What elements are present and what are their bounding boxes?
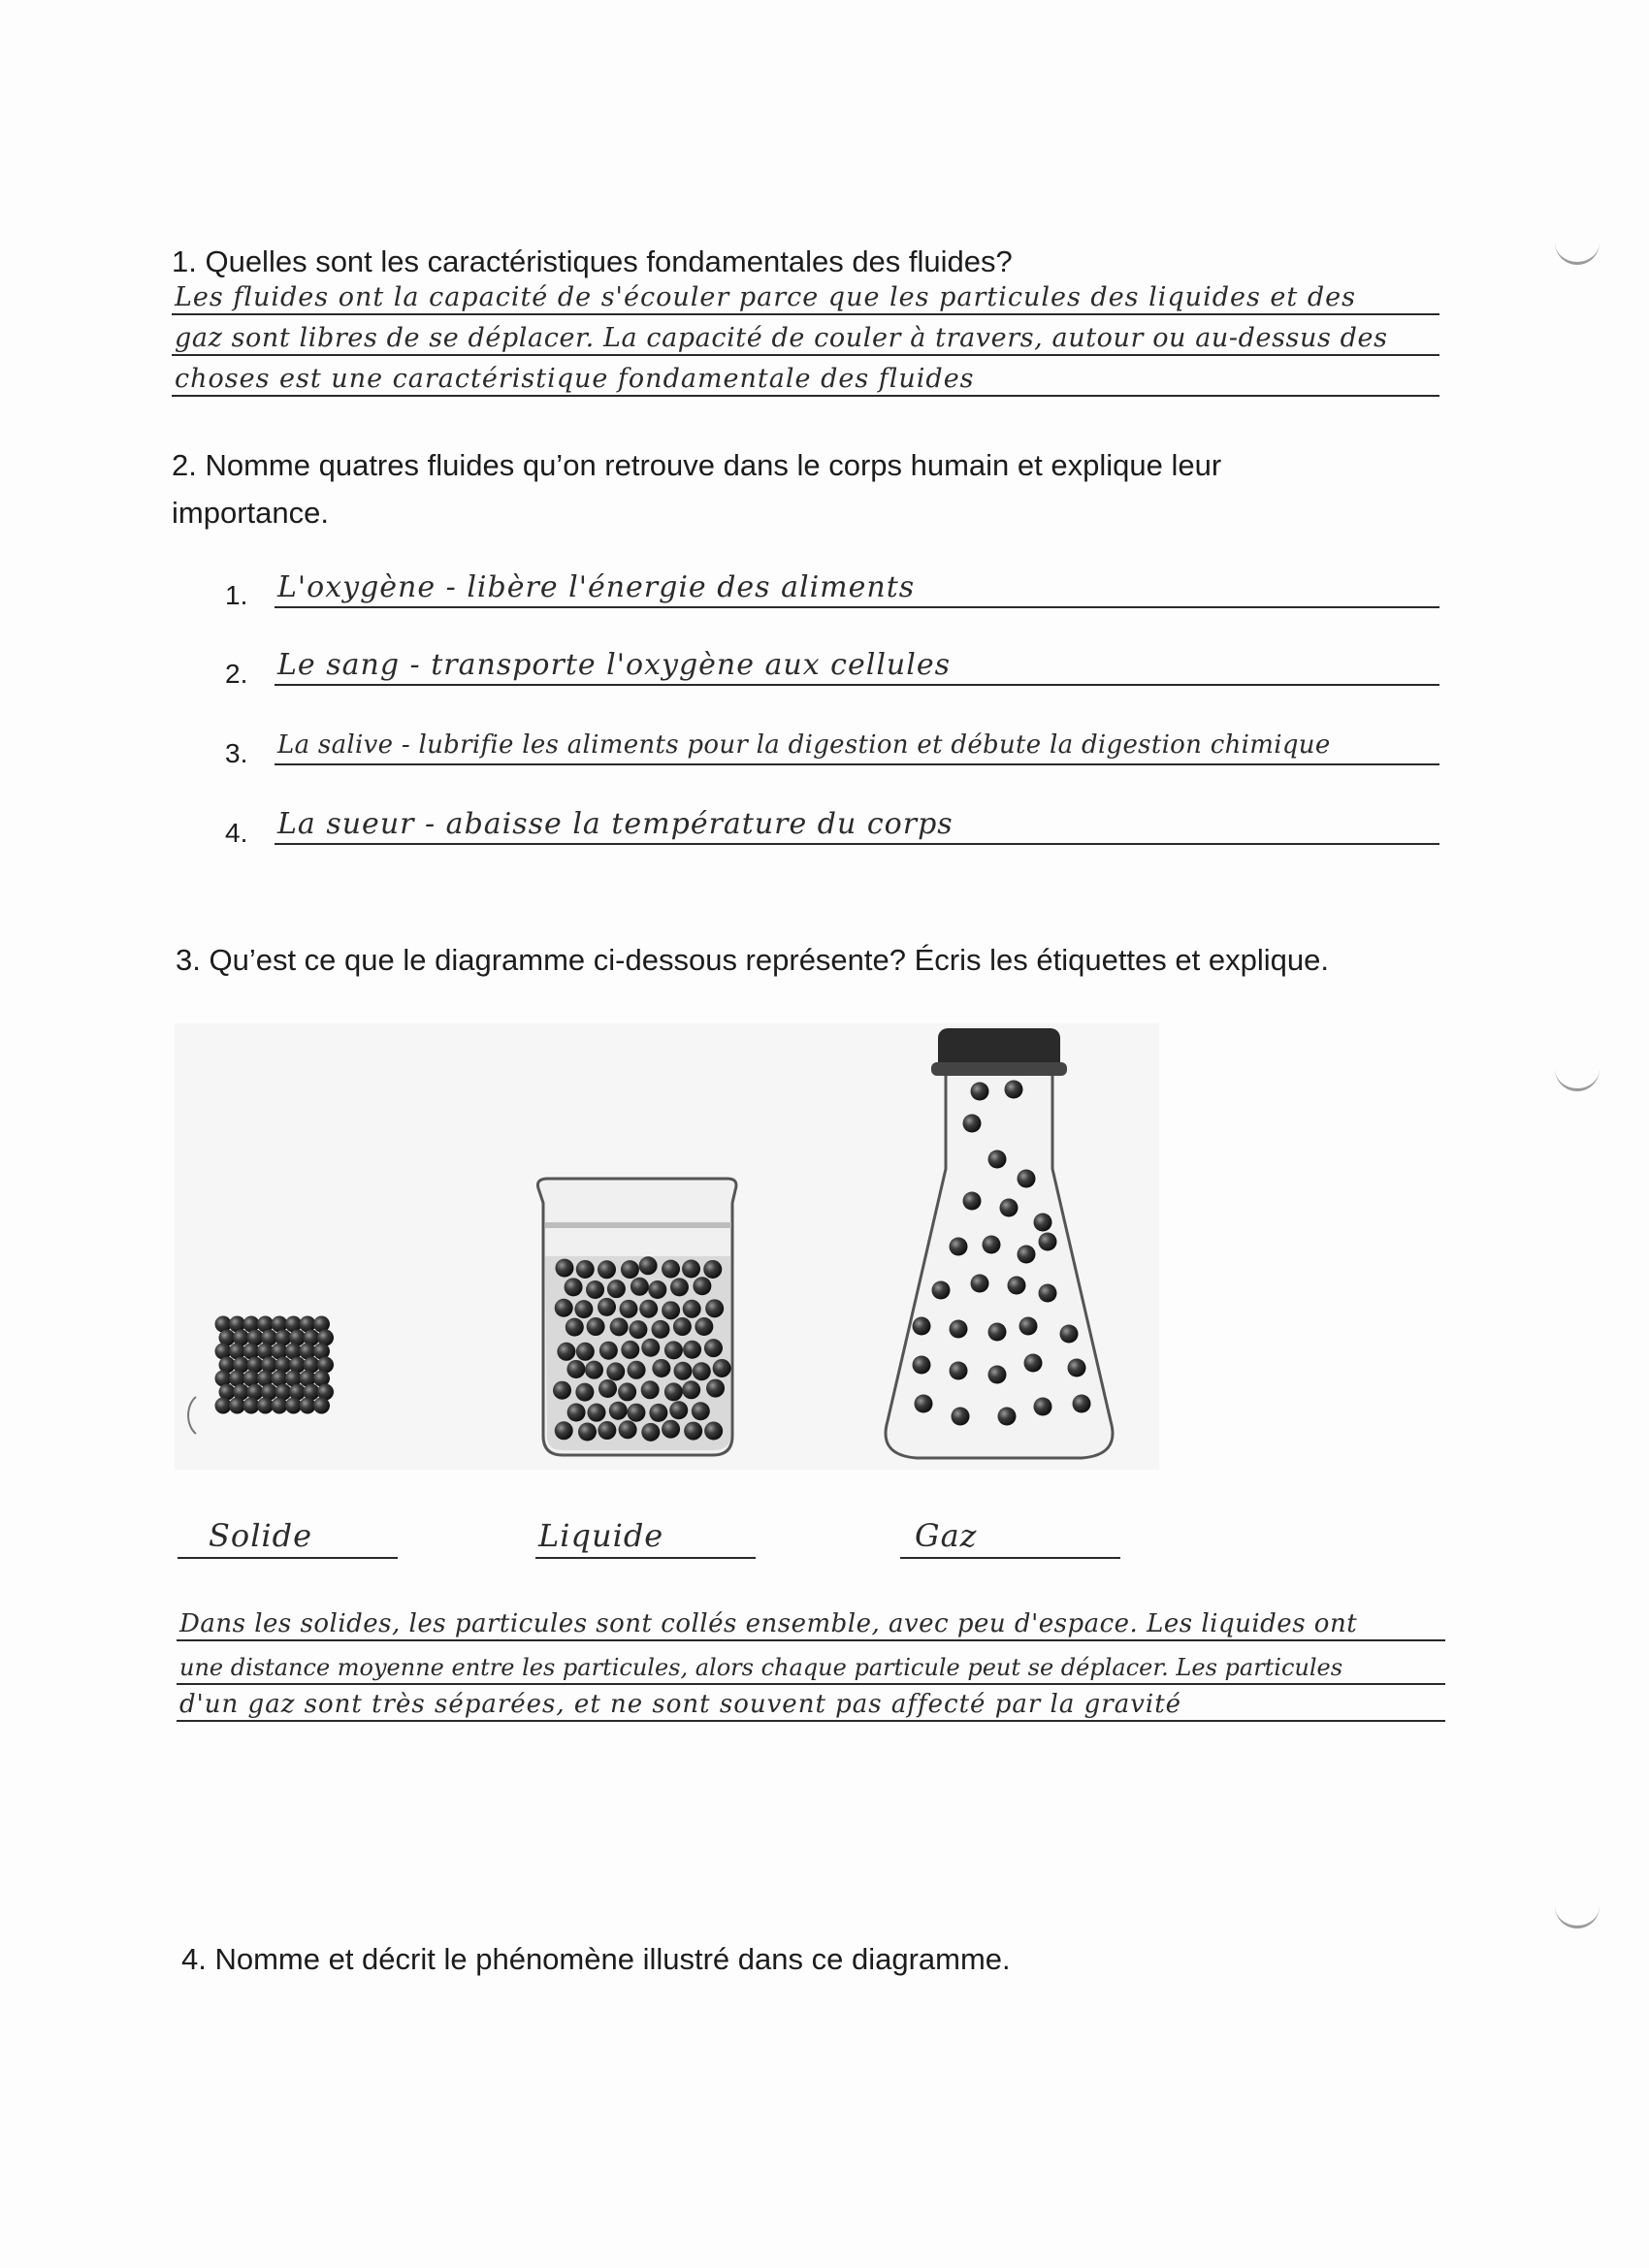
particle <box>587 1404 605 1422</box>
states-of-matter-illustration <box>175 1023 1159 1470</box>
particle <box>565 1278 583 1296</box>
particle <box>243 1398 260 1414</box>
particle <box>1034 1214 1052 1232</box>
particle <box>950 1320 968 1339</box>
particle <box>599 1342 618 1360</box>
particle <box>1039 1233 1057 1251</box>
particle <box>673 1362 692 1380</box>
particle <box>1000 1199 1018 1217</box>
particle <box>606 1362 625 1380</box>
q2-answer-text-1: L'oxygène - libère l'énergie des aliments <box>277 570 916 604</box>
particle <box>586 1280 604 1299</box>
particle <box>272 1398 288 1414</box>
particle <box>585 1361 603 1379</box>
particle <box>621 1341 639 1359</box>
particle <box>932 1281 951 1300</box>
particle <box>683 1341 701 1359</box>
particle <box>566 1318 584 1337</box>
particle <box>693 1362 711 1380</box>
particle <box>971 1083 989 1101</box>
particle <box>673 1317 692 1336</box>
particle <box>598 1379 617 1398</box>
particle <box>648 1280 666 1299</box>
particle <box>257 1398 274 1414</box>
q2-answer-text-4: La sueur - abaisse la température du corps <box>277 807 954 841</box>
particle <box>641 1380 660 1399</box>
label-gas: Gaz <box>915 1517 978 1554</box>
particle <box>950 1238 968 1256</box>
particle <box>988 1150 1007 1169</box>
particle <box>988 1323 1007 1342</box>
particle <box>630 1278 649 1296</box>
particle <box>557 1343 575 1361</box>
particle <box>664 1382 683 1401</box>
particle <box>567 1404 586 1422</box>
liquid-particles <box>553 1256 731 1442</box>
q1-answer-text-1: Les fluides ont la capacité de s'écouler parce que les particules des liquides et des <box>175 282 1356 312</box>
particle <box>628 1361 646 1379</box>
particle <box>652 1320 670 1339</box>
particle <box>1008 1277 1026 1295</box>
particle <box>641 1423 660 1442</box>
particle <box>641 1339 660 1357</box>
q2-answer-text-2: Le sang - transporte l'oxygène aux cellules <box>277 648 951 682</box>
particle <box>618 1382 636 1401</box>
particle <box>664 1341 683 1359</box>
particle <box>313 1398 330 1414</box>
particle <box>576 1260 595 1279</box>
label-solid: Solide <box>209 1517 313 1554</box>
particle <box>609 1402 628 1420</box>
particle <box>1019 1317 1038 1336</box>
particle <box>971 1275 989 1293</box>
particle <box>662 1260 680 1279</box>
particle <box>683 1300 701 1318</box>
particle <box>576 1343 595 1361</box>
particle <box>1024 1354 1043 1373</box>
particle <box>983 1236 1001 1254</box>
particle <box>693 1277 711 1295</box>
particle <box>575 1383 594 1402</box>
particle <box>963 1115 982 1133</box>
particle <box>639 1300 658 1318</box>
particle <box>913 1356 931 1375</box>
states-of-matter-diagram <box>175 1023 1159 1470</box>
particle <box>566 1360 585 1378</box>
particle <box>598 1298 616 1316</box>
particle <box>229 1398 245 1414</box>
q1-answer-text-2: gaz sont libres de se déplacer. La capacité de couler à travers, autour ou au-dessus des <box>175 323 1388 353</box>
particle <box>598 1260 616 1279</box>
particle <box>684 1422 702 1441</box>
particle <box>950 1362 968 1380</box>
question-2-line-2: importance. <box>172 496 329 530</box>
particle <box>629 1320 647 1339</box>
particle <box>1034 1398 1052 1416</box>
particle <box>703 1260 722 1279</box>
particle <box>1039 1284 1057 1303</box>
particle <box>1018 1170 1036 1188</box>
particle <box>610 1317 629 1336</box>
particle <box>713 1359 731 1377</box>
particle <box>662 1420 680 1439</box>
particle <box>1018 1246 1036 1264</box>
particle <box>555 1299 573 1317</box>
particle <box>669 1401 688 1419</box>
particle <box>1060 1325 1079 1344</box>
q3-answer-text-1: Dans les solides, les particules sont collés ensemble, avec peu d'espace. Les liquides ont <box>179 1609 1358 1638</box>
q2-item-number-4: 4. <box>225 818 248 848</box>
solid-particles <box>215 1316 335 1414</box>
particle <box>619 1300 637 1318</box>
particle <box>705 1299 724 1317</box>
particle <box>670 1278 689 1296</box>
particle <box>215 1398 232 1414</box>
particle <box>915 1395 933 1413</box>
question-1: 1. Quelles sont les caractéristiques fondamentales des fluides? <box>172 244 1013 278</box>
q2-item-number-1: 1. <box>225 580 248 610</box>
q3-answer-text-2: une distance moyenne entre les particules, alors chaque particule peut se déplacer. Les particules <box>179 1654 1343 1681</box>
particle <box>704 1422 723 1441</box>
question-2-line-1: 2. Nomme quatres fluides qu’on retrouve dans le corps humain et explique leur <box>172 448 1222 482</box>
particle <box>555 1421 573 1440</box>
particle <box>692 1402 710 1420</box>
q2-item-number-2: 2. <box>225 659 248 689</box>
q1-answer-text-3: choses est une caractéristique fondamentale des fluides <box>175 364 975 394</box>
particle <box>621 1260 639 1279</box>
particle <box>639 1256 658 1275</box>
question-4: 4. Nomme et décrit le phénomène illustré dans ce diagramme. <box>181 1942 1011 1976</box>
particle <box>598 1421 616 1440</box>
label-liquid: Liquide <box>538 1517 664 1554</box>
particle <box>1068 1359 1086 1377</box>
particle <box>695 1317 713 1336</box>
q2-item-number-3: 3. <box>225 738 248 768</box>
particle <box>998 1408 1017 1426</box>
particle <box>662 1301 680 1319</box>
particle <box>913 1317 931 1336</box>
particle <box>988 1366 1007 1384</box>
punch-hole-top <box>1555 243 1600 265</box>
particle <box>285 1398 302 1414</box>
particle <box>952 1408 970 1426</box>
punch-hole-middle <box>1555 1069 1600 1091</box>
punch-hole-bottom <box>1555 1906 1600 1928</box>
particle <box>1073 1395 1091 1413</box>
q2-answer-text-3: La salive - lubrifie les aliments pour la digestion et débute la digestion chimique <box>277 730 1331 760</box>
particle <box>1005 1081 1023 1099</box>
particle <box>587 1317 605 1336</box>
particle <box>649 1404 667 1422</box>
particle <box>627 1404 645 1422</box>
particle <box>553 1381 571 1400</box>
particle <box>574 1300 593 1318</box>
particle <box>704 1339 723 1357</box>
particle <box>682 1260 700 1279</box>
particle <box>300 1398 316 1414</box>
particle <box>652 1359 670 1377</box>
particle <box>963 1192 982 1211</box>
q3-answer-text-3: d'un gaz sont très séparées, et ne sont souvent pas affecté par la gravité <box>179 1690 1182 1719</box>
particle <box>555 1259 573 1278</box>
particle <box>706 1379 725 1398</box>
particle <box>619 1420 637 1439</box>
particle <box>578 1423 597 1442</box>
particle <box>682 1380 700 1399</box>
particle <box>607 1280 626 1298</box>
question-3: 3. Qu’est ce que le diagramme ci-dessous représente? Écris les étiquettes et explique. <box>176 943 1329 977</box>
